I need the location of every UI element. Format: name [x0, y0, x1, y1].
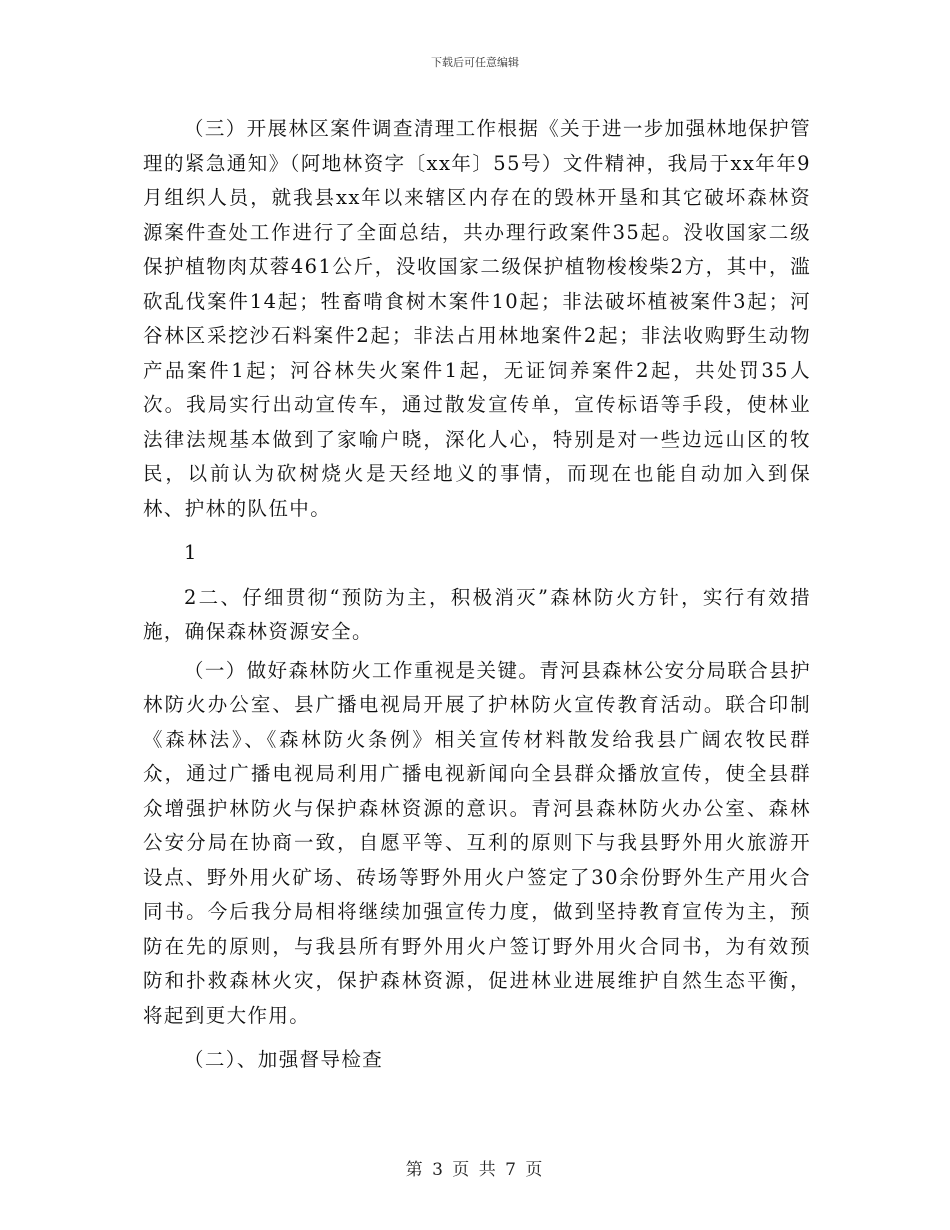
- page-header-note: 下载后可任意编辑: [431, 56, 519, 69]
- page-footer: [0, 1155, 950, 1180]
- page-number-label: 第 3 页 共 7 页: [405, 1160, 545, 1180]
- paragraph-section-two-heading: 2二、仔细贯彻“预防为主，积极消灭”森林防火方针，实行有效措施，确保森林资源安全。: [143, 585, 811, 643]
- paragraph-supervision-heading: （二）、加强督导检查: [183, 1048, 384, 1071]
- paragraph-fire-prevention: （一）做好森林防火工作重视是关键。青河县森林公安分局联合县护林防火办公室、县广播电视局开展了护林防火宣传教育活动。联合印制《森林法》、《森林防火条例》相关宣传材料散发给我县广阔农牧民群众，通过广播电视局利用广播电视新闻向全县群众播放宣传，使全县群众增强护林防火与保护森林资源的意识。青河县森林防火办公室、森林公安分局在协商一致，自愿平等、互利的原则下与我县野外用火旅游开设点、野外用火矿场、砖场等野外用火户签定了30余份野外生产用火合同书。今后我分局相将继续加强宣传力度，做到坚持教育宣传为主，预防在先的原则，与我县所有野外用火户签订野外用火合同书，为有效预防和扑救森林火灾，保护森林资源，促进林业进展维护自然生态平衡，将起到更大作用。: [143, 658, 811, 1027]
- document-body: [143, 112, 811, 1078]
- paragraph-case-investigation: （三）开展林区案件调查清理工作根据《关于进一步加强林地保护管理的紧急通知》（阿地林资字〔xx年〕55号）文件精神，我局于xx年年9月组织人员，就我县xx年以来辖区内存在的毁林开垦和其它破坏森林资源案件查处工作进行了全面总结，共办理行政案件35起。没收国家二级保护植物肉苁蓉461公斤，没收国家二级保护植物梭梭柴2方，其中，滥砍乱伐案件14起；牲畜啃食树木案件10起；非法破坏植被案件3起；河谷林区采挖沙石料案件2起；非法占用林地案件2起；非法收购野生动物产品案件1起；河谷林失火案件1起，无证饲养案件2起，共处罚35人次。我局实行出动宣传车，通过散发宣传单，宣传标语等手段，使林业法律法规基本做到了家喻户晓，深化人心，特别是对一些边远山区的牧民，以前认为砍树烧火是天经地义的事情，而现在也能自动加入到保林、护林的队伍中。: [143, 117, 811, 520]
- paragraph-number-1: 1: [183, 541, 198, 564]
